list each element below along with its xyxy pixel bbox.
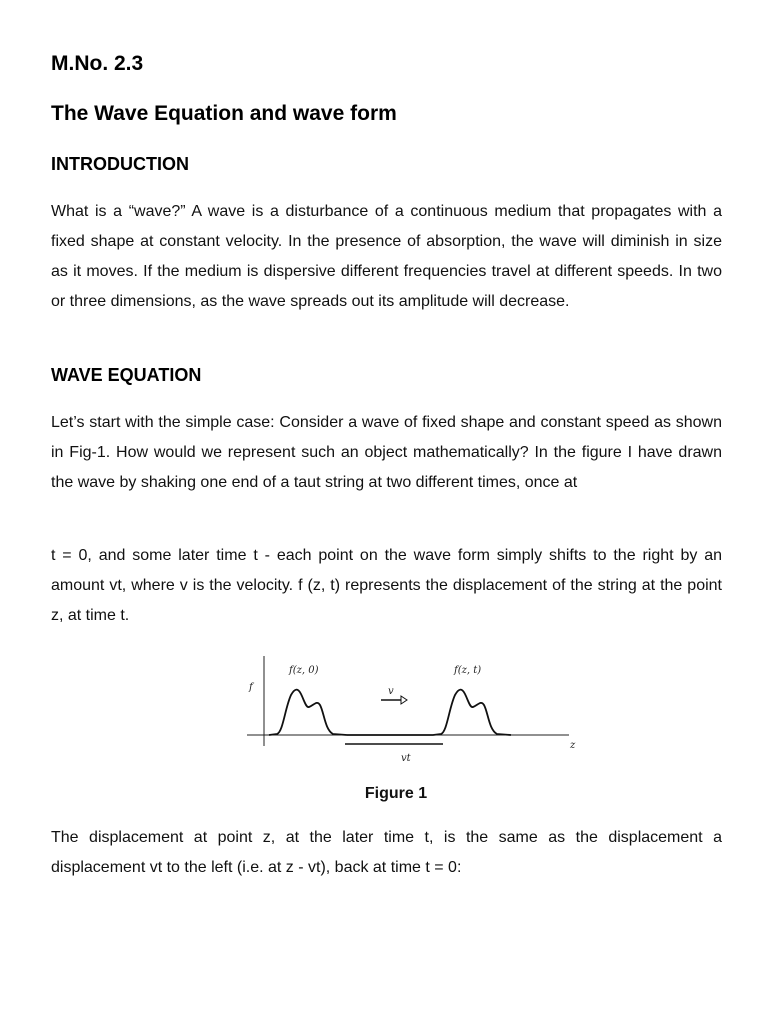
introduction-paragraph: What is a “wave?” A wave is a disturbance of a continuous medium that propagates with a fixed shape at constant velocity. In the presence of absorption, the wave will diminish in size as it moves. If the medium is dispersive different frequencies travel at different speeds. In two or three dimensions, as the wave spreads out its amplitude will decrease. [51, 203, 722, 310]
wave-equation-paragraph-3: The displacement at point z, at the later time t, is the same as the displacement a displacement vt to the left (i.e. at z - vt), back at time t = 0: [51, 829, 722, 876]
wave-equation-paragraph-1: Let’s start with the simple case: Consider a wave of fixed shape and constant speed as shown in Fig-1. How would we represent such an object mathematically? In the figure I have drawn the wave by shaking one end of a taut string at two different times, once at [51, 414, 722, 491]
wave-figure [247, 650, 587, 770]
wave-pulse-initial [269, 690, 347, 735]
wave-equation-paragraph-2: t = 0, and some later time t - each point on the wave form simply shifts to the right by an amount vt, where v is the velocity. f (z, t) represents the displacement of the string at the point z, at time t. [51, 547, 722, 624]
velocity-label: v [388, 686, 394, 697]
section-heading-wave-equation: WAVE EQUATION [51, 365, 202, 385]
wave-later-label: f(z, t) [454, 665, 482, 676]
figure-caption: Figure 1 [364, 785, 428, 802]
section-heading-introduction: INTRODUCTION [51, 154, 189, 174]
shift-label: vt [401, 753, 411, 764]
velocity-arrowhead [401, 696, 407, 704]
f-axis-label: f [249, 682, 253, 693]
z-axis-label: z [570, 740, 576, 751]
module-number: M.No. 2.3 [51, 52, 144, 75]
page-title: The Wave Equation and wave form [51, 102, 397, 125]
wave-initial-label: f(z, 0) [289, 665, 319, 676]
wave-pulse-later [347, 690, 511, 735]
